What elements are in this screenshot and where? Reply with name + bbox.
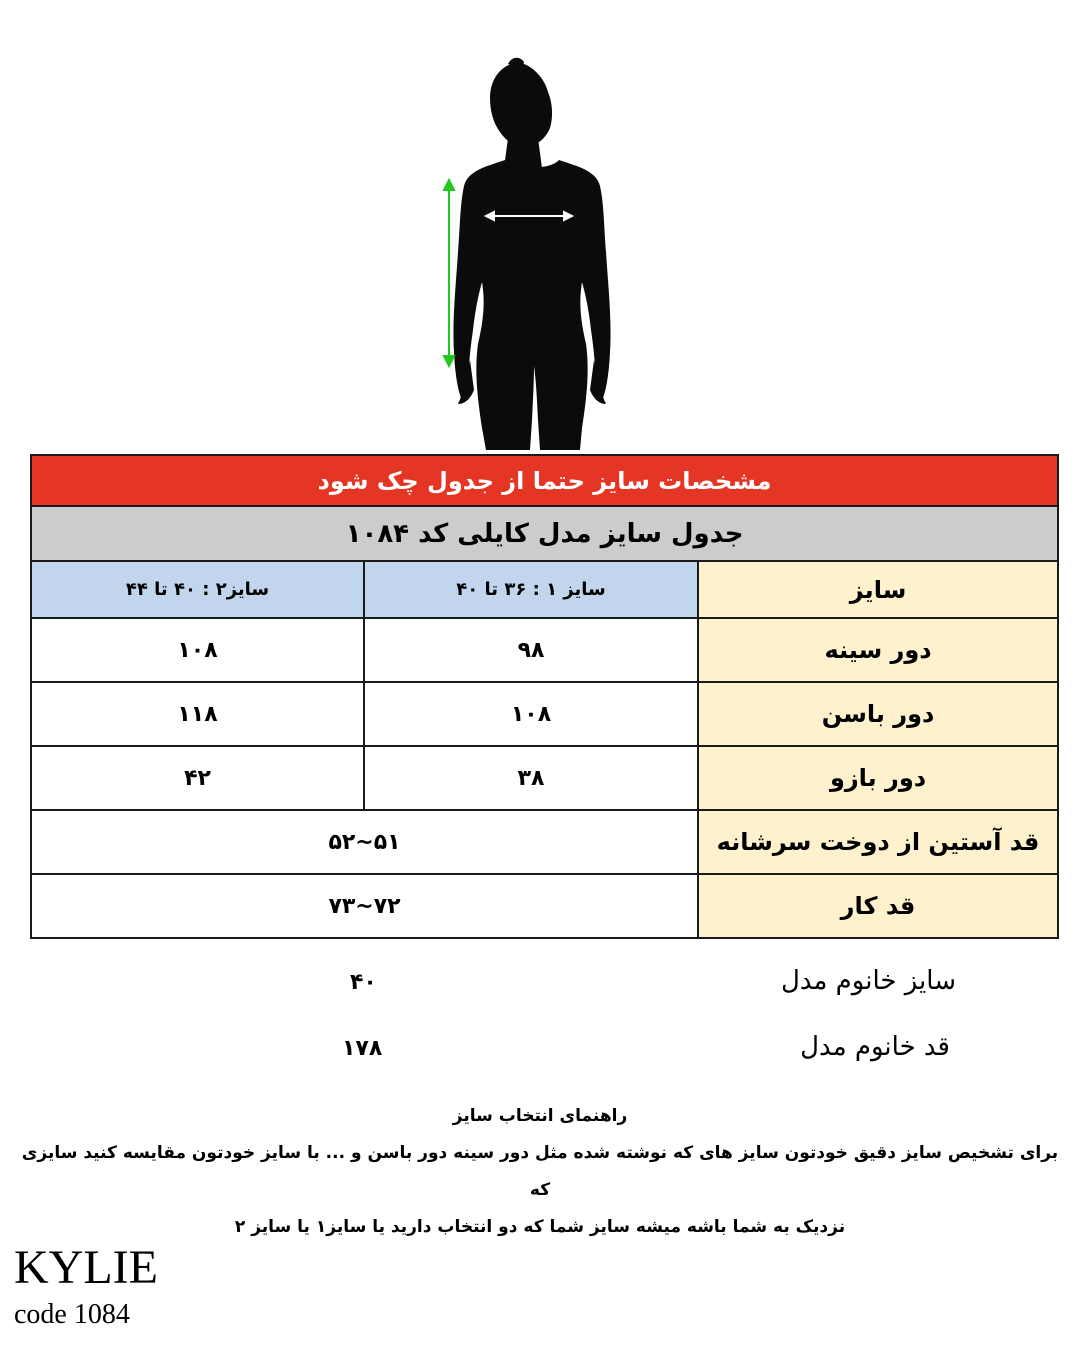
model-size-value: ۴۰ — [350, 970, 377, 995]
model-size-label: سایز خانوم مدل — [780, 966, 956, 996]
size1-header: سایز ۱ : ۳۶ تا ۴۰ — [364, 561, 698, 618]
size-guide — [20, 1098, 1060, 1246]
guide-line-1: برای تشخیص سایز دقیق خودتون سایز های که نوشته شده مثل دور سینه دور باسن و ... با سایز خودتون مقایسه کنید سایزی که — [21, 1143, 1059, 1200]
table-row — [31, 874, 1058, 938]
arm-size1: ۳۸ — [364, 746, 698, 810]
row-label-arm: دور بازو — [698, 746, 1058, 810]
guide-title: راهنمای انتخاب سایز — [452, 1106, 628, 1126]
guide-line-2: نزدیک به شما باشه میشه سایز شما که دو انتخاب دارید یا سایز۱ یا سایز ۲ — [234, 1217, 846, 1237]
row-label-bust: دور سینه — [698, 618, 1058, 682]
row-label-length: قد کار — [698, 874, 1058, 938]
table-title: مشخصات سایز حتما از جدول چک شود — [31, 455, 1058, 506]
bust-size1: ۹۸ — [364, 618, 698, 682]
table-row — [31, 810, 1058, 874]
size2-header: سایز۲ : ۴۰ تا ۴۴ — [31, 561, 364, 618]
length-value: ۷۲~۷۳ — [31, 874, 698, 938]
hip-size1: ۱۰۸ — [364, 682, 698, 746]
size-table — [30, 454, 1059, 939]
woman-silhouette-icon — [453, 58, 610, 450]
size-header-label: سایز — [698, 561, 1058, 618]
sleeve-value: ۵۱~۵۲ — [31, 810, 698, 874]
table-row — [31, 618, 1058, 682]
model-height-value: ۱۷۸ — [342, 1036, 383, 1061]
bust-size2: ۱۰۸ — [31, 618, 364, 682]
brand-name: KYLIE — [14, 1241, 158, 1294]
model-silhouette — [0, 0, 1080, 452]
model-height-label: قد خانوم مدل — [800, 1032, 950, 1062]
table-row — [31, 746, 1058, 810]
body-length-arrow-icon — [444, 180, 454, 366]
table-row — [31, 682, 1058, 746]
table-subtitle: جدول سایز مدل کایلی کد ۱۰۸۴ — [31, 506, 1058, 561]
row-label-hip: دور باسن — [698, 682, 1058, 746]
product-code: code 1084 — [14, 1299, 130, 1330]
hip-size2: ۱۱۸ — [31, 682, 364, 746]
row-label-sleeve: قد آستین از دوخت سرشانه — [698, 810, 1058, 874]
arm-size2: ۴۲ — [31, 746, 364, 810]
